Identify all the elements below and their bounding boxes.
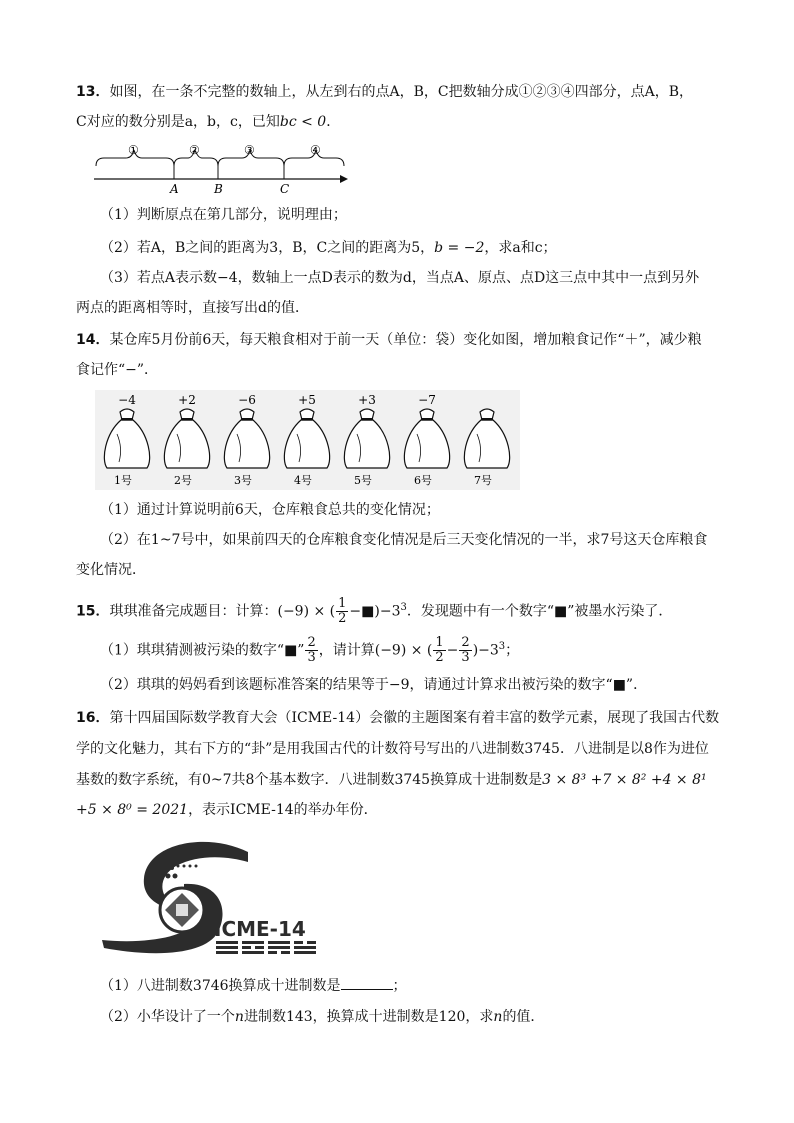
q14-line1: 14．某仓库5月份前6天，每天粮食相对于前一天（单位：袋）变化如图，增加粮食记作“＋”，减少粮 — [76, 332, 702, 348]
q13-line2: C对应的数分别是a，b，c，已知bc < 0． — [76, 114, 341, 130]
bag-change-label: +3 — [358, 393, 376, 407]
bag-body — [164, 420, 209, 468]
grain-bags-figure — [95, 390, 520, 490]
grain-bag-4 — [284, 393, 329, 487]
q16-line4: +5 × 8⁰ = 2021，表示ICME-14的举办年份． — [76, 802, 378, 818]
bag-body — [344, 420, 389, 468]
logo-dot — [177, 865, 180, 868]
q14-number: 14． — [76, 332, 110, 348]
bag-day-label: 7号 — [474, 474, 492, 487]
q13-part3-line1: （3）若点A表示数−4，数轴上一点D表示的数为d，当点A、原点、点D这三点中其中一点到另外 — [100, 270, 700, 286]
counting-rod-glyphs — [216, 941, 316, 954]
bag-change-label: −7 — [418, 393, 436, 407]
bag-change-label: −6 — [238, 393, 256, 407]
fraction-one-half: $\frac{1}{2}$ — [338, 596, 347, 627]
region-label-4: ④ — [310, 143, 321, 157]
bag-body — [464, 420, 509, 468]
axis-arrow — [340, 175, 348, 183]
q16-line1: 16．第十四届国际数学教育大会（ICME-14）会徽的主题图案有着丰富的数学元素，展现了我国古代数 — [76, 710, 720, 726]
grain-bag-1 — [104, 393, 149, 487]
answer-blank[interactable] — [341, 975, 393, 990]
q15-number: 15． — [76, 603, 110, 620]
logo-dot — [183, 865, 186, 868]
point-label-b: B — [214, 182, 223, 196]
bag-day-label: 1号 — [114, 474, 132, 487]
fraction-two-thirds: $\frac{2}{3}$ — [307, 635, 316, 666]
bag-body — [404, 420, 449, 468]
logo-text: ICME-14 — [214, 917, 306, 941]
logo-dot — [195, 865, 198, 868]
q14-part2-line1: （2）在1~7号中，如果前四天的仓库粮食变化情况是后三天变化情况的一半，求7号这天仓库粮食 — [100, 532, 708, 548]
q13-line1: 13．如图，在一条不完整的数轴上，从左到右的点A，B，C把数轴分成①②③④四部分，点A，B， — [76, 84, 693, 100]
q13-part3-line2: 两点的距离相等时，直接写出d的值． — [76, 300, 309, 316]
bag-change-label: −4 — [118, 393, 136, 407]
q15-part1: （1）琪琪猜测被污染的数字“■” $\frac{2}{3}$ ，请计算(−9) × ( $\frac{1}{2}$ − $\frac{2}{3}$ )$-3^3$； — [100, 635, 520, 666]
q14-part1: （1）通过计算说明前6天，仓库粮食总共的变化情况； — [100, 502, 440, 518]
region-label-3: ③ — [244, 143, 255, 157]
bag-day-label: 3号 — [234, 474, 252, 487]
q13-part1: （1）判断原点在第几部分，说明理由； — [100, 207, 347, 223]
region-label-2: ② — [189, 143, 200, 157]
bag-day-label: 5号 — [354, 474, 372, 487]
q16-part2: （2）小华设计了一个n进制数143，换算成十进制数是120，求n的值． — [100, 1009, 545, 1025]
point-label-c: C — [280, 182, 290, 196]
q14-line2: 食记作“−”． — [76, 362, 159, 378]
bags-svg — [95, 390, 520, 490]
grain-bag-2 — [164, 393, 209, 487]
logo-dot — [170, 866, 174, 870]
q13-number: 13． — [76, 84, 110, 100]
bag-day-label: 4号 — [294, 474, 312, 487]
grain-bag-7 — [464, 409, 509, 487]
q16-line3: 基数的数字系统，有0~7共8个基本数字．八进制数3745换算成十进制数是3 × 8³ +7 × 8² +4 × 8¹ — [76, 772, 707, 788]
logo-square — [176, 904, 188, 916]
logo-dot — [166, 874, 171, 879]
bag-change-label: +5 — [298, 393, 316, 407]
grain-bag-6 — [404, 393, 449, 487]
logo-dot — [173, 874, 178, 879]
grain-bag-3 — [224, 393, 269, 487]
q15-line1: 15．琪琪准备完成题目：计算：(−9) × ( $\frac{1}{2}$ $-■)-3^3$．发现题中有一个数字“■”被墨水污染了． — [76, 596, 673, 627]
grain-bag-5 — [344, 393, 389, 487]
icme-logo — [98, 838, 318, 962]
q13-part2: （2）若A，B之间的距离为3，B，C之间的距离为5，b = −2，求a和c； — [100, 240, 557, 256]
fraction-one-half-b: $\frac{1}{2}$ — [435, 635, 444, 666]
region-label-1: ① — [128, 143, 139, 157]
bag-change-label: +2 — [178, 393, 196, 407]
number-line-figure — [88, 140, 358, 196]
fraction-two-thirds-b: $\frac{2}{3}$ — [461, 635, 470, 666]
q15-part2: （2）琪琪的妈妈看到该题标准答案的结果等于−9，请通过计算求出被污染的数字“■”． — [100, 677, 648, 693]
bag-day-label: 2号 — [174, 474, 192, 487]
logo-dot — [189, 865, 192, 868]
q16-part1: （1）八进制数3746换算成十进制数是 ； — [100, 975, 407, 996]
q14-part2-line2: 变化情况． — [76, 562, 146, 578]
bag-body — [284, 420, 329, 468]
bag-body — [224, 420, 269, 468]
point-label-a: A — [170, 182, 179, 196]
bag-body — [104, 420, 149, 468]
q16-line2: 学的文化魅力，其右下方的“卦”是用我国古代的计数符号写出的八进制数3745．八进制是以8作为进位 — [76, 741, 709, 757]
bag-day-label: 6号 — [414, 474, 432, 487]
logo-dot — [164, 866, 168, 870]
q16-number: 16． — [76, 710, 110, 726]
